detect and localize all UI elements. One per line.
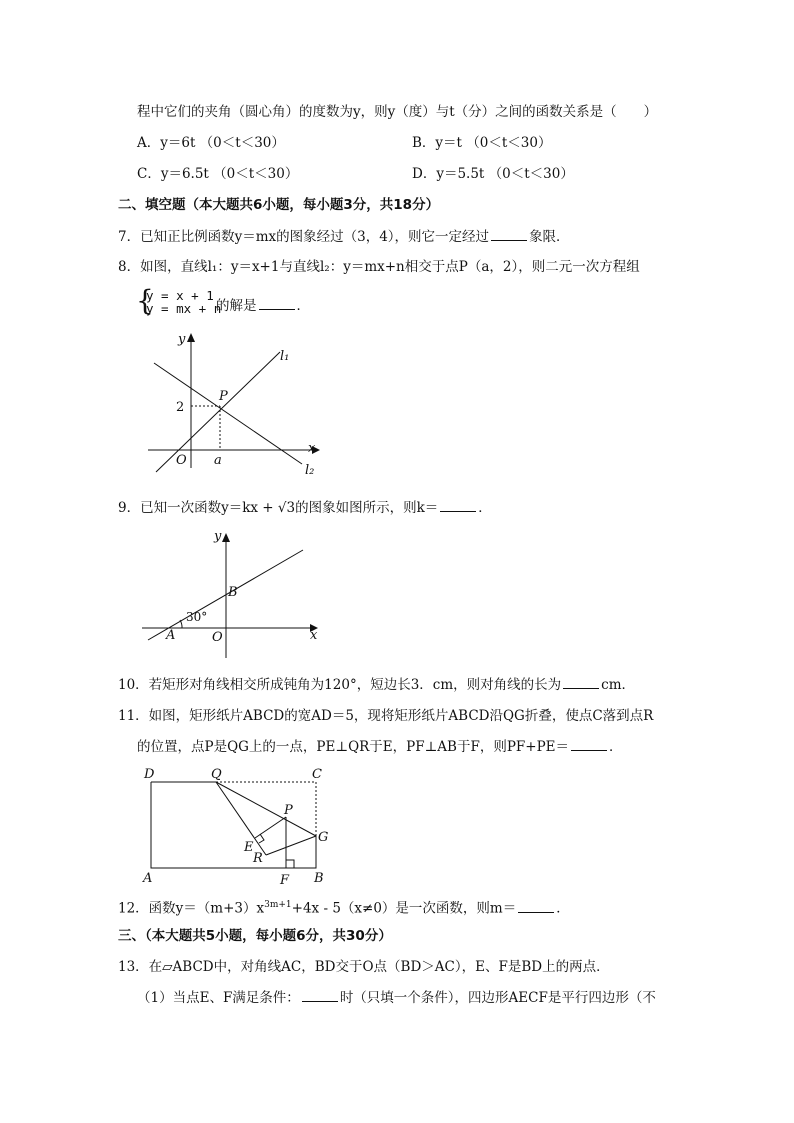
section3-heading: 三、（本大题共5小题，每小题6分，共30分）	[118, 928, 392, 944]
q12-end: ．	[556, 900, 570, 917]
fig11-label-g: G	[318, 830, 329, 845]
fig8-y-arrow	[187, 333, 195, 342]
q9-blank[interactable]	[440, 499, 476, 512]
fig8-label-a: a	[214, 453, 222, 468]
fig11-rg	[266, 836, 316, 855]
q11-blank[interactable]	[571, 738, 607, 751]
q10-post: cm．	[601, 677, 636, 693]
fig11-label-r: R	[253, 851, 263, 866]
q11-line2	[137, 738, 623, 756]
fig11-label-a: A	[143, 871, 153, 886]
question-10	[118, 676, 635, 694]
fig9-y-arrow	[222, 533, 230, 542]
q12-mid: +4x - 5（x≠0）是一次函数，则m＝	[291, 900, 517, 917]
fig8-label-2: 2	[176, 400, 185, 415]
fig9-label-y: y	[214, 529, 222, 544]
q11-line1: 11．如图，矩形纸片ABCD的宽AD＝5，现将矩形纸片ABCD沿QG折叠，使点C落到点R	[118, 708, 654, 724]
q10-text: 10．若矩形对角线相交所成钝角为120°，短边长3．cm，则对角线的长为	[118, 677, 562, 693]
fig11-label-p: P	[284, 803, 293, 818]
fig11-qr	[216, 782, 266, 855]
fig8-label-y: y	[178, 332, 186, 347]
q9-end: ．	[478, 500, 492, 516]
fig8-label-p: P	[219, 389, 228, 404]
figure-11	[138, 762, 338, 892]
fig9-angle-arc	[180, 620, 182, 628]
q8-end: ．	[296, 298, 310, 314]
fig11-pe	[255, 817, 286, 838]
question-7	[118, 228, 570, 246]
fig11-rect-solid	[151, 782, 316, 868]
fig9-label-angle: 30°	[186, 610, 208, 624]
q6-option-d: D．y＝5.5t （0＜t＜30）	[412, 166, 574, 182]
fig9-label-a: A	[166, 628, 176, 643]
question-9	[118, 499, 492, 517]
q12-exponent: 3m+1	[264, 900, 292, 910]
q8-blank[interactable]	[259, 297, 295, 310]
q8-brace: {	[136, 284, 154, 317]
fig8-label-l2: l₂	[305, 463, 315, 478]
q7-post: 象限．	[529, 229, 570, 245]
q13-line2-pre: （1）当点E、F满足条件：	[137, 990, 300, 1006]
q11-text: 的位置，点P是QG上的一点，PE⊥QR于E，PF⊥AB于F，则PF+PE＝	[137, 739, 570, 755]
fig8-label-o: O	[176, 453, 187, 468]
fig8-label-l1: l₁	[280, 349, 290, 364]
q12-blank[interactable]	[518, 900, 554, 913]
fig11-label-q: Q	[211, 767, 222, 782]
q6-option-b: B．y＝t （0＜t＜30）	[412, 135, 552, 151]
q10-blank[interactable]	[563, 676, 599, 689]
q13-blank[interactable]	[302, 989, 338, 1002]
q11-end: ．	[609, 739, 623, 755]
fig11-label-f: F	[280, 873, 290, 888]
fig9-label-b: B	[228, 585, 238, 600]
fig9-label-o: O	[212, 630, 223, 645]
q7-text: 7．已知正比例函数y＝mx的图象经过（3，4），则它一定经过	[118, 229, 490, 245]
q9-text: 9．已知一次函数y＝kx + √3的图象如图所示，则k＝	[118, 500, 439, 516]
q8-eq2: y = mx + n	[146, 301, 222, 316]
q6-option-a: A．y＝6t （0＜t＜30）	[137, 135, 285, 151]
fig11-right-angle-f	[286, 860, 294, 868]
fig11-label-d: D	[144, 767, 155, 782]
figure-9	[138, 524, 328, 664]
section2-heading: 二、填空题（本大题共6小题，每小题3分，共18分）	[118, 197, 440, 213]
q13-line2-post: 时（只填一个条件），四边形AECF是平行四边形（不	[339, 990, 656, 1006]
figure-8	[140, 328, 330, 480]
q6-option-c: C．y＝6.5t （0＜t＜30）	[137, 166, 299, 182]
q8-post: 的解是	[216, 298, 257, 314]
q12-text: 12．函数y＝（m+3）x	[118, 900, 265, 917]
fig11-label-c: C	[312, 767, 322, 782]
q8-eq1: y = x + 1	[146, 288, 214, 303]
fig11-crease-qg	[216, 782, 316, 836]
fig9-label-x: x	[310, 628, 318, 643]
q13-line1: 13．在▱ABCD中，对角线AC，BD交于O点（BD＞AC），E、F是BD上的两点．	[118, 959, 610, 975]
fig11-label-b: B	[314, 871, 324, 886]
fig11-label-e: E	[244, 840, 254, 855]
fig8-label-x: x	[308, 441, 316, 456]
q8-answer	[216, 297, 310, 315]
q8-line1: 8．如图，直线l₁：y＝x+1与直线l₂：y＝mx+n相交于点P（a，2），则二元一次方程组	[118, 259, 640, 275]
question-12	[118, 896, 570, 918]
q13-line2	[137, 989, 656, 1007]
q6-tail: 程中它们的夹角（圆心角）的度数为y，则y（度）与t（分）之间的函数关系是（ ）	[137, 104, 658, 120]
q7-blank[interactable]	[491, 228, 527, 241]
